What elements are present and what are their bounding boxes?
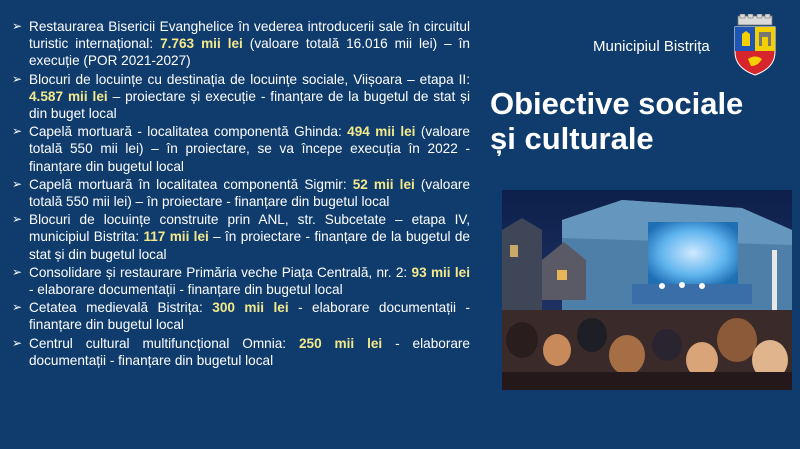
project-item bbox=[12, 176, 470, 210]
city-crest-icon bbox=[732, 14, 778, 76]
project-details: – în proiectare - finanțare de la bugetul de stat și din bugetul local bbox=[29, 229, 470, 262]
project-amount: 494 mii lei bbox=[347, 124, 416, 140]
project-details: (valoare totală 550 mii lei) – în proiectare - finanțare din bugetul local bbox=[29, 176, 471, 210]
project-text: Restaurarea Bisericii Evanghelice în vederea introducerii sale în circuitul turistic internațional: bbox=[29, 19, 470, 52]
project-details: (valoare totală 16.016 mii lei) – în execuție (POR 2021-2027) bbox=[29, 36, 470, 69]
projects-list bbox=[12, 18, 470, 370]
arrow-bullet-icon: ➢ bbox=[12, 176, 23, 191]
project-item bbox=[12, 123, 470, 175]
municipality-name: Municipiul Bistrița bbox=[593, 38, 710, 55]
arrow-bullet-icon: ➢ bbox=[12, 212, 23, 227]
arrow-bullet-icon: ➢ bbox=[12, 300, 23, 315]
title-line-2: și culturale bbox=[490, 121, 654, 156]
project-amount: 300 mii lei bbox=[212, 300, 289, 316]
project-text: Capelă mortuară - localitatea componentă Ghinda: bbox=[29, 124, 348, 140]
arrow-bullet-icon: ➢ bbox=[12, 264, 23, 279]
project-details: – proiectare și execuție - finanțare de la bugetul de stat și din buget local bbox=[29, 88, 470, 122]
project-text: Capelă mortuară în localitatea componentă Sigmir: bbox=[29, 176, 353, 192]
project-item bbox=[12, 299, 470, 333]
project-amount: 52 mii lei bbox=[352, 176, 415, 192]
project-amount: 7.763 mii lei bbox=[160, 36, 243, 52]
arrow-bullet-icon: ➢ bbox=[12, 19, 23, 33]
project-text: Consolidare și restaurare Primăria veche Piața Centrală, nr. 2: bbox=[29, 264, 412, 280]
project-amount: 4.587 mii lei bbox=[29, 88, 108, 104]
arrow-bullet-icon: ➢ bbox=[12, 335, 23, 350]
project-amount: 117 mii lei bbox=[143, 229, 209, 245]
project-item bbox=[12, 335, 470, 369]
project-text: Cetatea medievală Bistrița: bbox=[29, 300, 213, 316]
concert-photo bbox=[502, 190, 792, 390]
project-amount: 250 mii lei bbox=[298, 335, 383, 351]
project-item bbox=[12, 211, 470, 263]
project-text: Blocuri de locuințe construite prin ANL, str. Subcetate – etapa IV, municipiul Bistrita: bbox=[29, 212, 470, 245]
project-amount: 93 mii lei bbox=[411, 264, 470, 280]
project-text: Blocuri de locuințe cu destinația de locuințe sociale, Viișoara – etapa II: bbox=[29, 71, 470, 87]
project-item bbox=[12, 71, 470, 123]
project-details: - elaborare documentații - finanțare din bugetul local bbox=[29, 282, 343, 298]
project-details: - elaborare documentații - finanțare din bugetul local bbox=[29, 300, 470, 333]
page-title bbox=[490, 86, 790, 156]
project-details: - elaborare documentații - finanțare din bugetul local bbox=[29, 335, 470, 368]
arrow-bullet-icon: ➢ bbox=[12, 71, 23, 86]
title-line-1: Obiective sociale bbox=[490, 86, 744, 121]
arrow-bullet-icon: ➢ bbox=[12, 124, 23, 139]
project-item bbox=[12, 18, 470, 70]
project-item bbox=[12, 264, 470, 298]
project-text: Centrul cultural multifuncțional Omnia: bbox=[29, 335, 299, 351]
project-details: (valoare totală 550 mii lei) – în proiectare, se va începe execuția în 2022 - finanțare din bugetul local bbox=[29, 124, 470, 174]
